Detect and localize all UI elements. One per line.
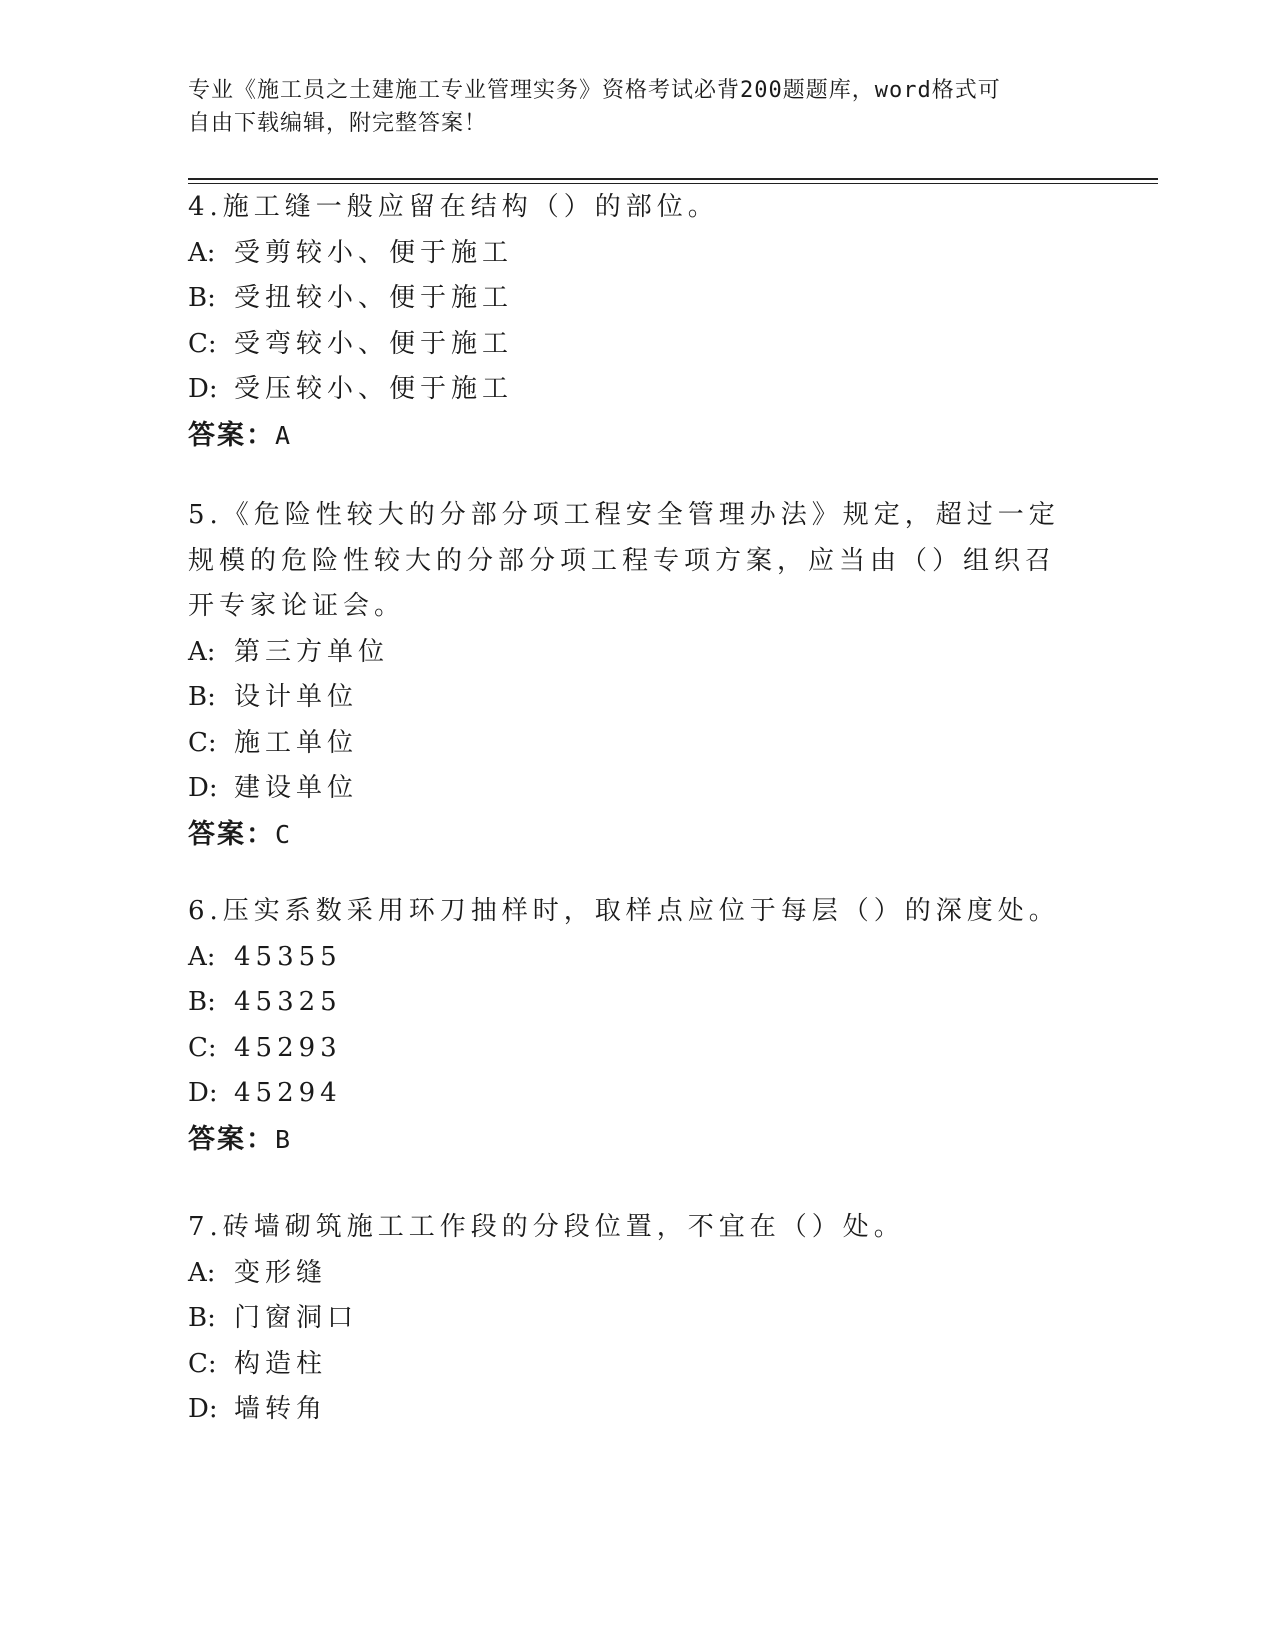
option-label: C: — [188, 727, 217, 758]
answer-value: A — [275, 420, 293, 450]
option-text: 墙转角 — [234, 1394, 328, 1424]
answer-line — [188, 1117, 1088, 1163]
option-d — [188, 766, 1088, 812]
option-label: B: — [188, 682, 216, 712]
option-text: 施工单位 — [234, 727, 359, 758]
option-d — [188, 367, 1088, 413]
option-text: 受弯较小、便于施工 — [234, 328, 514, 359]
option-c — [188, 721, 1088, 767]
answer-label: 答案： — [188, 818, 275, 850]
option-label: A: — [188, 636, 216, 667]
option-text: 45293 — [234, 1032, 342, 1063]
option-text: 构造柱 — [234, 1348, 328, 1379]
document-header — [188, 74, 1068, 140]
option-d — [188, 1387, 1088, 1433]
answer-value: C — [275, 819, 293, 849]
option-text: 建设单位 — [234, 773, 359, 803]
header-divider-thin — [188, 183, 1158, 184]
answer-value: B — [275, 1124, 293, 1154]
option-label: C: — [188, 1348, 217, 1379]
option-a — [188, 630, 1088, 676]
option-c — [188, 322, 1088, 368]
header-divider — [188, 178, 1158, 180]
option-text: 设计单位 — [234, 682, 359, 712]
option-text: 门窗洞口 — [234, 1303, 359, 1333]
option-label: B: — [188, 1303, 216, 1333]
option-text: 45325 — [234, 987, 342, 1017]
option-label: D: — [188, 1394, 218, 1424]
question-stem: 7.砖墙砌筑施工工作段的分段位置，不宜在（）处。 — [188, 1212, 905, 1242]
header-line-1: 专业《施工员之土建施工专业管理实务》资格考试必背200题题库，word格式可 — [188, 78, 1001, 103]
option-text: 45355 — [234, 941, 342, 972]
option-text: 变形缝 — [234, 1257, 328, 1288]
option-c — [188, 1026, 1088, 1072]
option-label: B: — [188, 283, 216, 313]
option-d — [188, 1071, 1088, 1117]
option-label: C: — [188, 328, 217, 359]
answer-label: 答案： — [188, 419, 275, 451]
option-label: B: — [188, 987, 216, 1017]
option-label: D: — [188, 374, 218, 404]
option-b — [188, 980, 1088, 1026]
option-label: A: — [188, 1257, 216, 1288]
option-label: A: — [188, 941, 216, 972]
option-b — [188, 1296, 1088, 1342]
question-4 — [188, 185, 1088, 458]
option-label: A: — [188, 237, 216, 268]
question-stem: 5.《危险性较大的分部分项工程安全管理办法》规定，超过一定规模的危险性较大的分部分项工程专项方案，应当由（）组织召开专家论证会。 — [188, 500, 1060, 621]
option-text: 受压较小、便于施工 — [234, 374, 514, 404]
option-b — [188, 675, 1088, 721]
option-b — [188, 276, 1088, 322]
question-6 — [188, 889, 1088, 1162]
option-label: D: — [188, 773, 218, 803]
question-7 — [188, 1205, 1088, 1433]
option-text: 45294 — [234, 1078, 342, 1108]
answer-line — [188, 413, 1088, 459]
option-text: 受剪较小、便于施工 — [234, 237, 514, 268]
option-label: D: — [188, 1078, 218, 1108]
option-a — [188, 1251, 1088, 1297]
header-line-2: 自由下载编辑，附完整答案！ — [188, 111, 488, 136]
question-stem: 6.压实系数采用环刀抽样时，取样点应位于每层（）的深度处。 — [188, 896, 1060, 926]
question-5 — [188, 493, 1088, 857]
option-c — [188, 1342, 1088, 1388]
question-stem: 4.施工缝一般应留在结构（）的部位。 — [188, 192, 719, 222]
option-label: C: — [188, 1032, 217, 1063]
option-text: 第三方单位 — [234, 636, 390, 667]
option-a — [188, 935, 1088, 981]
answer-line — [188, 812, 1088, 858]
option-a — [188, 231, 1088, 277]
answer-label: 答案： — [188, 1123, 275, 1155]
option-text: 受扭较小、便于施工 — [234, 283, 514, 313]
